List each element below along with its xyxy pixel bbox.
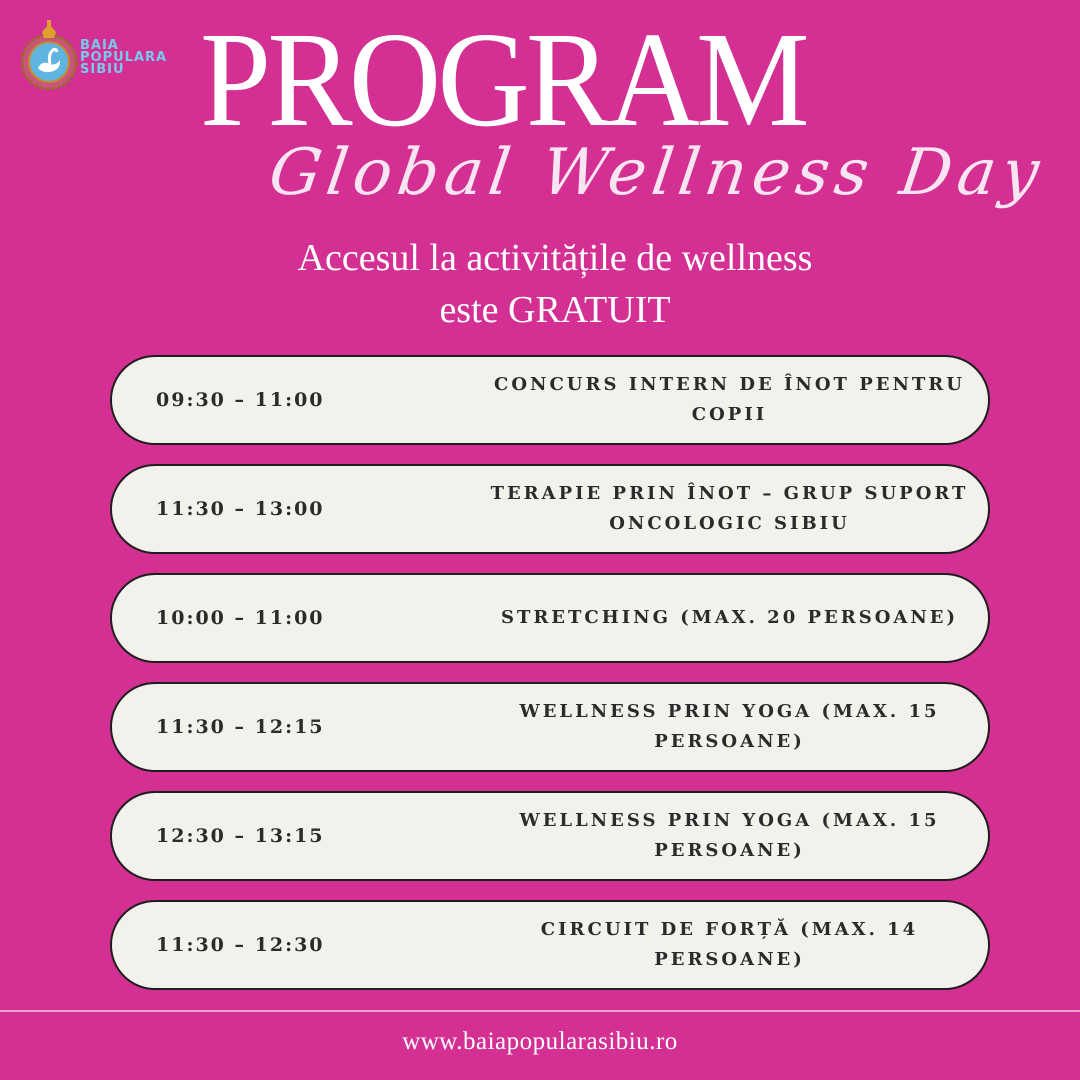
schedule-row xyxy=(110,464,990,554)
logo-line-1: BAIA xyxy=(80,38,119,53)
page-title: PROGRAM xyxy=(200,5,806,155)
schedule-row xyxy=(110,900,990,990)
logo-text xyxy=(80,40,167,76)
access-line-2: este GRATUIT xyxy=(439,289,671,331)
access-note xyxy=(0,232,1080,336)
logo-line-3: SIBIU xyxy=(80,62,125,77)
access-line-1: Accesul la activitățile de wellness xyxy=(297,237,813,279)
footer-divider xyxy=(0,1010,1080,1012)
schedule-activity: CIRCUIT DE FORȚĂ (MAX. 14 PERSOANE) xyxy=(540,919,919,970)
schedule-time: 11:30 – 12:30 xyxy=(156,934,325,956)
schedule-activity: TERAPIE PRIN ÎNOT – GRUP SUPORT ONCOLOGIC SIBIU xyxy=(490,483,969,534)
schedule-time: 10:00 – 11:00 xyxy=(156,607,325,629)
schedule-time: 11:30 – 13:00 xyxy=(156,498,325,520)
schedule-activity: STRETCHING (MAX. 20 PERSOANE) xyxy=(500,607,959,628)
schedule-row xyxy=(110,573,990,663)
schedule-time: 11:30 – 12:15 xyxy=(156,716,325,738)
schedule-row xyxy=(110,682,990,772)
schedule-time: 12:30 – 13:15 xyxy=(156,825,325,847)
swan-logo-icon xyxy=(20,20,78,90)
schedule-row xyxy=(110,355,990,445)
schedule-activity: WELLNESS PRIN YOGA (MAX. 15 PERSOANE) xyxy=(519,810,940,861)
page-subtitle: Global Wellness Day xyxy=(264,136,1050,210)
logo-line-2: POPULARA xyxy=(80,50,168,65)
schedule-row xyxy=(110,791,990,881)
website-link[interactable]: www.baiapopularasibiu.ro xyxy=(402,1028,678,1055)
logo xyxy=(20,20,180,90)
schedule-activity: WELLNESS PRIN YOGA (MAX. 15 PERSOANE) xyxy=(519,701,940,752)
schedule-activity: CONCURS INTERN DE ÎNOT PENTRU COPII xyxy=(494,374,965,425)
schedule-time: 09:30 – 11:00 xyxy=(156,389,325,411)
